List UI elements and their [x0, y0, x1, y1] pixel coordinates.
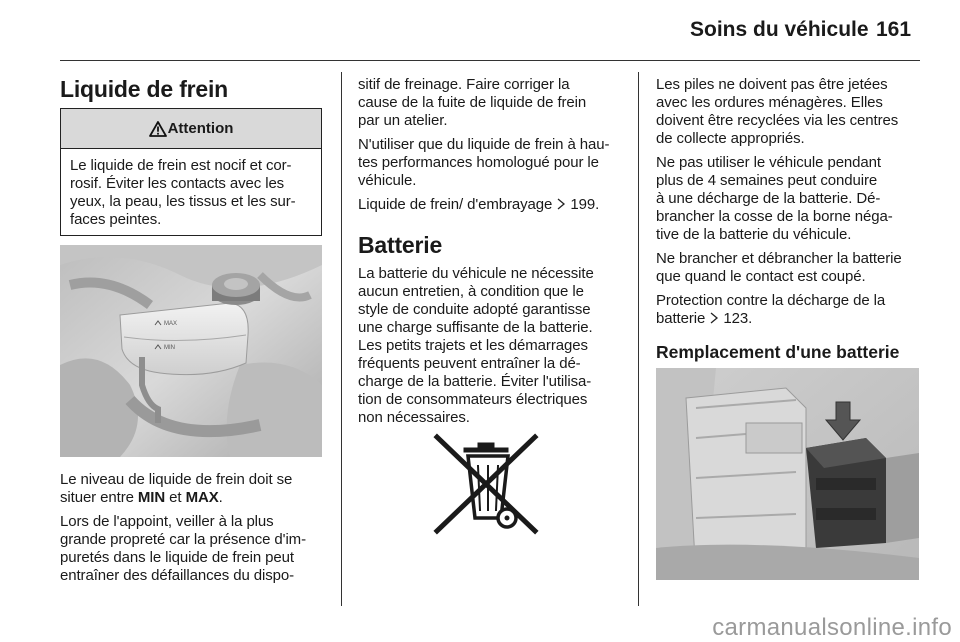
- battery-paragraph: La batterie du véhicule ne nécessite aucun entretien, à condition que le style de conduite adopté garantisse une charge suffisante de la batterie. Les petits trajets et les démarrages fréquents peuvent entraîner la dé- charge de la batterie. Éviter l'utilisa- tion de consommateurs électriques non nécessaires.: [358, 265, 594, 426]
- brake-fluid-reference-page[interactable]: 199.: [566, 196, 600, 213]
- brake-level-paragraph: [60, 471, 335, 507]
- max-term: MAX: [185, 489, 219, 506]
- section-heading-battery: Batterie: [358, 232, 443, 258]
- warning-triangle-icon: [149, 121, 167, 137]
- discharge-protection-text: Protection contre la décharge de la batterie: [656, 292, 886, 327]
- brake-continuation-paragraph: sitif de freinage. Faire corriger la cause de la fuite de liquide de frein par un atelier.: [358, 76, 587, 129]
- discharge-protection-reference: [656, 292, 926, 328]
- brake-fluid-reference: [358, 196, 633, 214]
- page-number: 161: [876, 18, 912, 41]
- warning-box: [60, 108, 322, 236]
- subsection-heading-battery-replacement: Remplacement d'une batterie: [656, 342, 900, 362]
- header-rule: [60, 60, 920, 61]
- max-marking-label: MAX: [164, 321, 178, 327]
- battery-storage-paragraph: Ne pas utiliser le véhicule pendant plus de 4 semaines peut conduire à une décharge de la batterie. Dé- brancher la cosse de la borne néga- tive de la batterie du véhicule.: [656, 154, 893, 243]
- battery-ignition-paragraph: Ne brancher et débrancher la batterie que quand le contact est coupé.: [656, 250, 902, 285]
- refill-paragraph: Lors de l'appoint, veiller à la plus grande propreté car la présence d'im- puretés dans le liquide de frein peut entraîner des défaillances du dispo-: [60, 513, 306, 584]
- brake-fluid-spec-paragraph: N'utiliser que du liquide de frein à hau- tes performances homologué pour le véhicule.: [358, 136, 610, 189]
- brake-level-text: Le niveau de liquide de frein doit se situer entre: [60, 471, 293, 506]
- discharge-protection-page[interactable]: 123.: [719, 310, 753, 327]
- period-text: .: [218, 489, 223, 506]
- section-heading-brake-fluid: Liquide de frein: [60, 76, 229, 102]
- min-term: MIN: [137, 489, 166, 506]
- reference-arrow-icon[interactable]: [556, 198, 566, 210]
- brake-fluid-reference-text: Liquide de frein/ d'embrayage: [358, 196, 557, 213]
- running-header-title: Soins du véhicule: [690, 18, 869, 41]
- warning-title: Attention: [167, 120, 234, 137]
- min-marking-label: MIN: [164, 345, 175, 351]
- battery-disposal-paragraph: Les piles ne doivent pas être jetées avec les ordures ménagères. Elles doivent être recyclées via les centres de collecte appropriés.: [656, 76, 899, 147]
- column-divider-right: [638, 72, 639, 606]
- reference-arrow-icon[interactable]: [709, 312, 719, 324]
- brake-fluid-reservoir-photo: [60, 245, 322, 457]
- and-text: et: [165, 489, 186, 506]
- column-divider-left: [341, 72, 342, 606]
- crossed-out-bin-icon: [432, 432, 540, 536]
- watermark: carmanualsonline.info: [712, 614, 952, 641]
- warning-header: [61, 109, 321, 149]
- battery-location-photo: [656, 368, 919, 580]
- warning-text: Le liquide de frein est nocif et cor- rosif. Éviter les contacts avec les yeux, la peau, les tissus et les sur- faces peintes.: [70, 157, 296, 228]
